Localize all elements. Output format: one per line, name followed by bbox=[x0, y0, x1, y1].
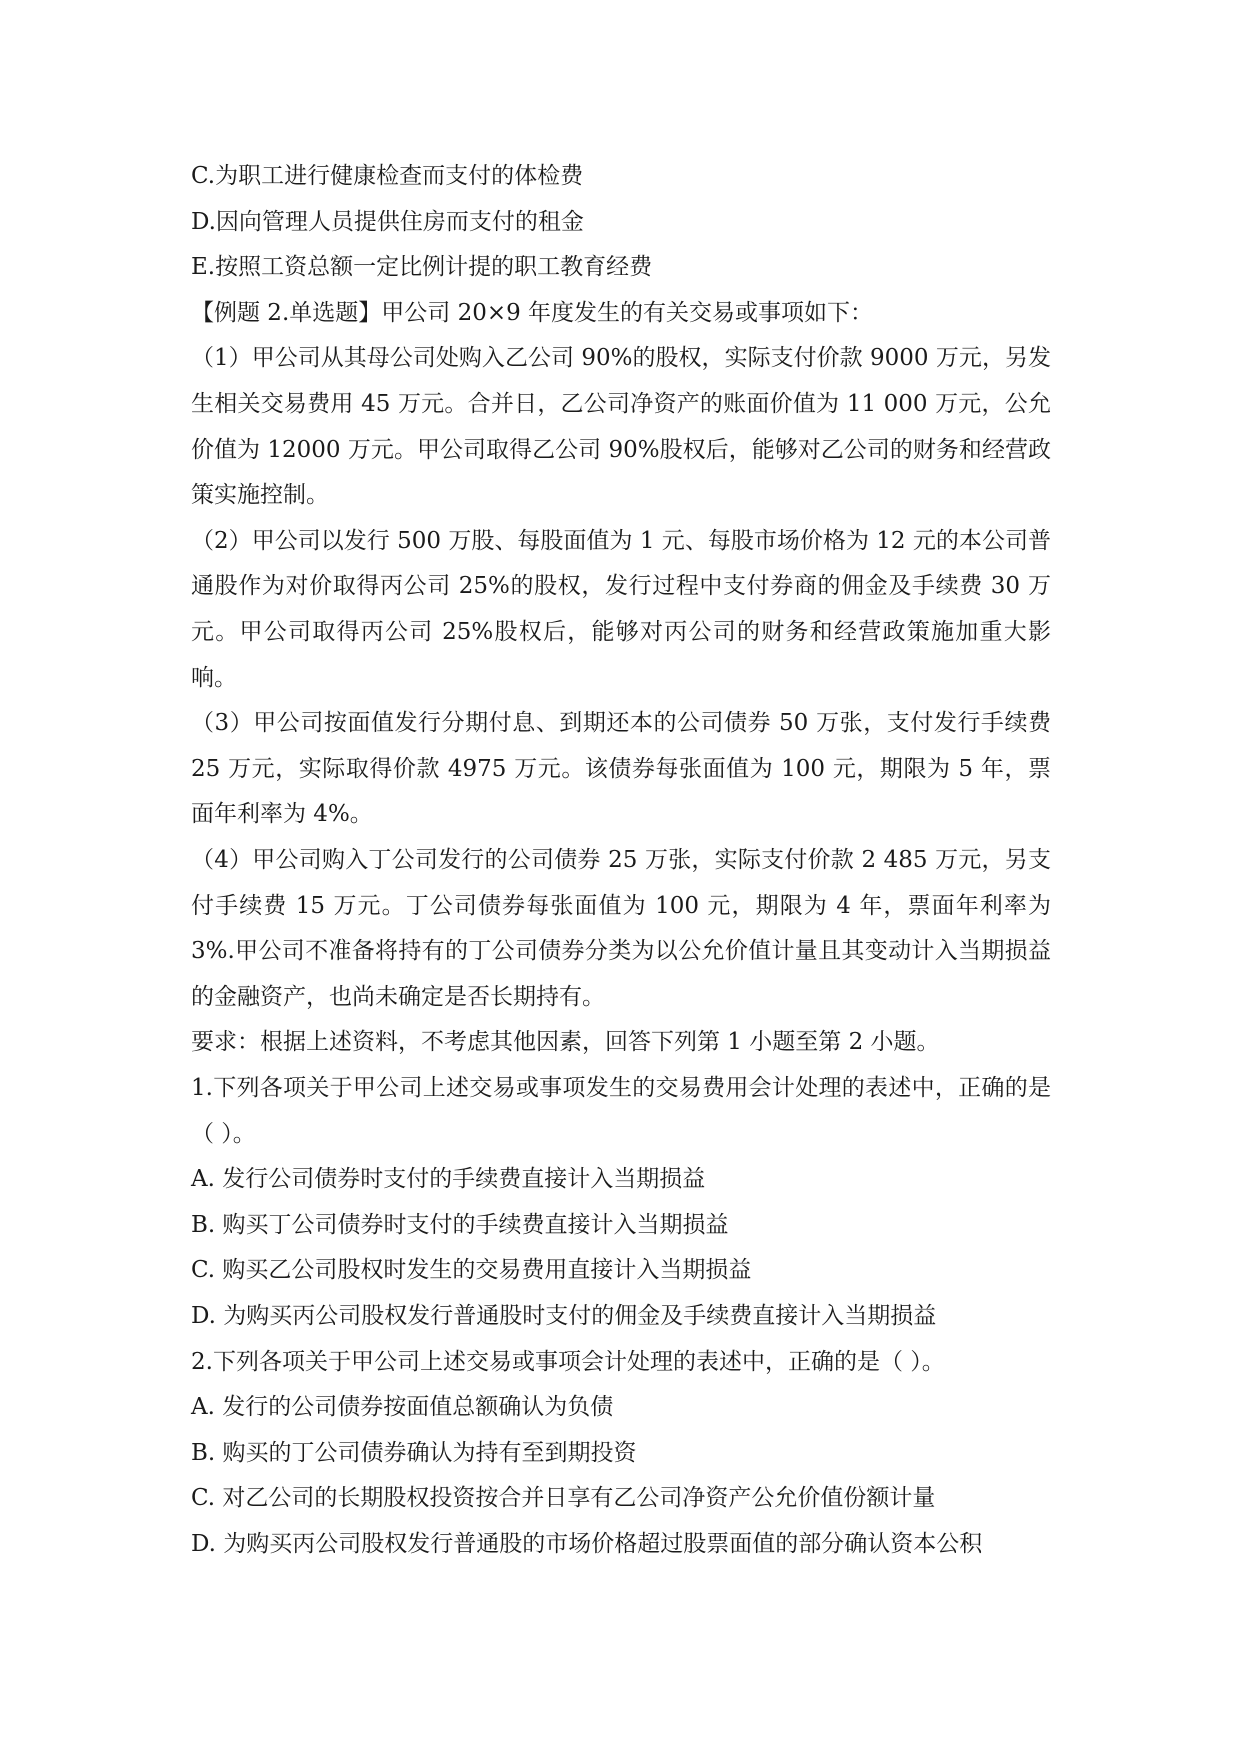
prev-option-d: D.因向管理人员提供住房而支付的租金 bbox=[191, 208, 584, 235]
question-1-option-c: C. 购买乙公司股权时发生的交易费用直接计入当期损益 bbox=[191, 1257, 752, 1284]
example-item-4: （4）甲公司购入丁公司发行的公司债券 25 万张，实际支付价款 2 485 万元，另支付手续费 15 万元。丁公司债券每张面值为 100 元，期限为 4 年，票面年利率为 3%.甲公司不准备将持有的丁公司债券分类为以公允价值计量且其变动计入当期损益的金融资产，也尚未确定是否长期持有。 bbox=[191, 846, 1051, 1010]
example-item-2: （2）甲公司以发行 500 万股、每股面值为 1 元、每股市场价格为 12 元的本公司普通股作为对价取得丙公司 25%的股权，发行过程中支付券商的佣金及手续费 30 万元。甲公司取得丙公司 25%股权后，能够对丙公司的财务和经营政策施加重大影响。 bbox=[191, 527, 1051, 691]
question-2-option-d: D. 为购买丙公司股权发行普通股的市场价格超过股票面值的部分确认资本公积 bbox=[191, 1530, 983, 1557]
question-1-option-a: A. 发行公司债券时支付的手续费直接计入当期损益 bbox=[191, 1166, 706, 1193]
requirement-text: 要求：根据上述资料，不考虑其他因素，回答下列第 1 小题至第 2 小题。 bbox=[191, 1029, 940, 1056]
prev-option-e: E.按照工资总额一定比例计提的职工教育经费 bbox=[191, 254, 653, 281]
example-item-1: （1）甲公司从其母公司处购入乙公司 90%的股权，实际支付价款 9000 万元，另发生相关交易费用 45 万元。合并日，乙公司净资产的账面价值为 11 000 万元，公允价值为 12000 万元。甲公司取得乙公司 90%股权后，能够对乙公司的财务和经营政策实施控制。 bbox=[191, 345, 1051, 509]
prev-option-c: C.为职工进行健康检查而支付的体检费 bbox=[191, 163, 584, 189]
example-item-3: （3）甲公司按面值发行分期付息、到期还本的公司债券 50 万张，支付发行手续费 25 万元，实际取得价款 4975 万元。该债券每张面值为 100 元，期限为 5 年，票面年利率为 4%。 bbox=[191, 710, 1051, 828]
question-2-option-b: B. 购买的丁公司债券确认为持有至到期投资 bbox=[191, 1439, 637, 1466]
question-1-option-d: D. 为购买丙公司股权发行普通股时支付的佣金及手续费直接计入当期损益 bbox=[191, 1302, 937, 1329]
document-page bbox=[191, 154, 1051, 1567]
example-title: 【例题 2.单选题】甲公司 20×9 年度发生的有关交易或事项如下： bbox=[191, 299, 874, 326]
question-1-stem: 1.下列各项关于甲公司上述交易或事项发生的交易费用会计处理的表述中，正确的是（ ）。 bbox=[191, 1074, 1051, 1147]
question-2-stem: 2.下列各项关于甲公司上述交易或事项会计处理的表述中，正确的是（ ）。 bbox=[191, 1348, 945, 1375]
question-2-option-a: A. 发行的公司债券按面值总额确认为负债 bbox=[191, 1394, 614, 1421]
question-1-option-b: B. 购买丁公司债券时支付的手续费直接计入当期损益 bbox=[191, 1211, 729, 1238]
question-2-option-c: C. 对乙公司的长期股权投资按合并日享有乙公司净资产公允价值份额计量 bbox=[191, 1485, 936, 1512]
